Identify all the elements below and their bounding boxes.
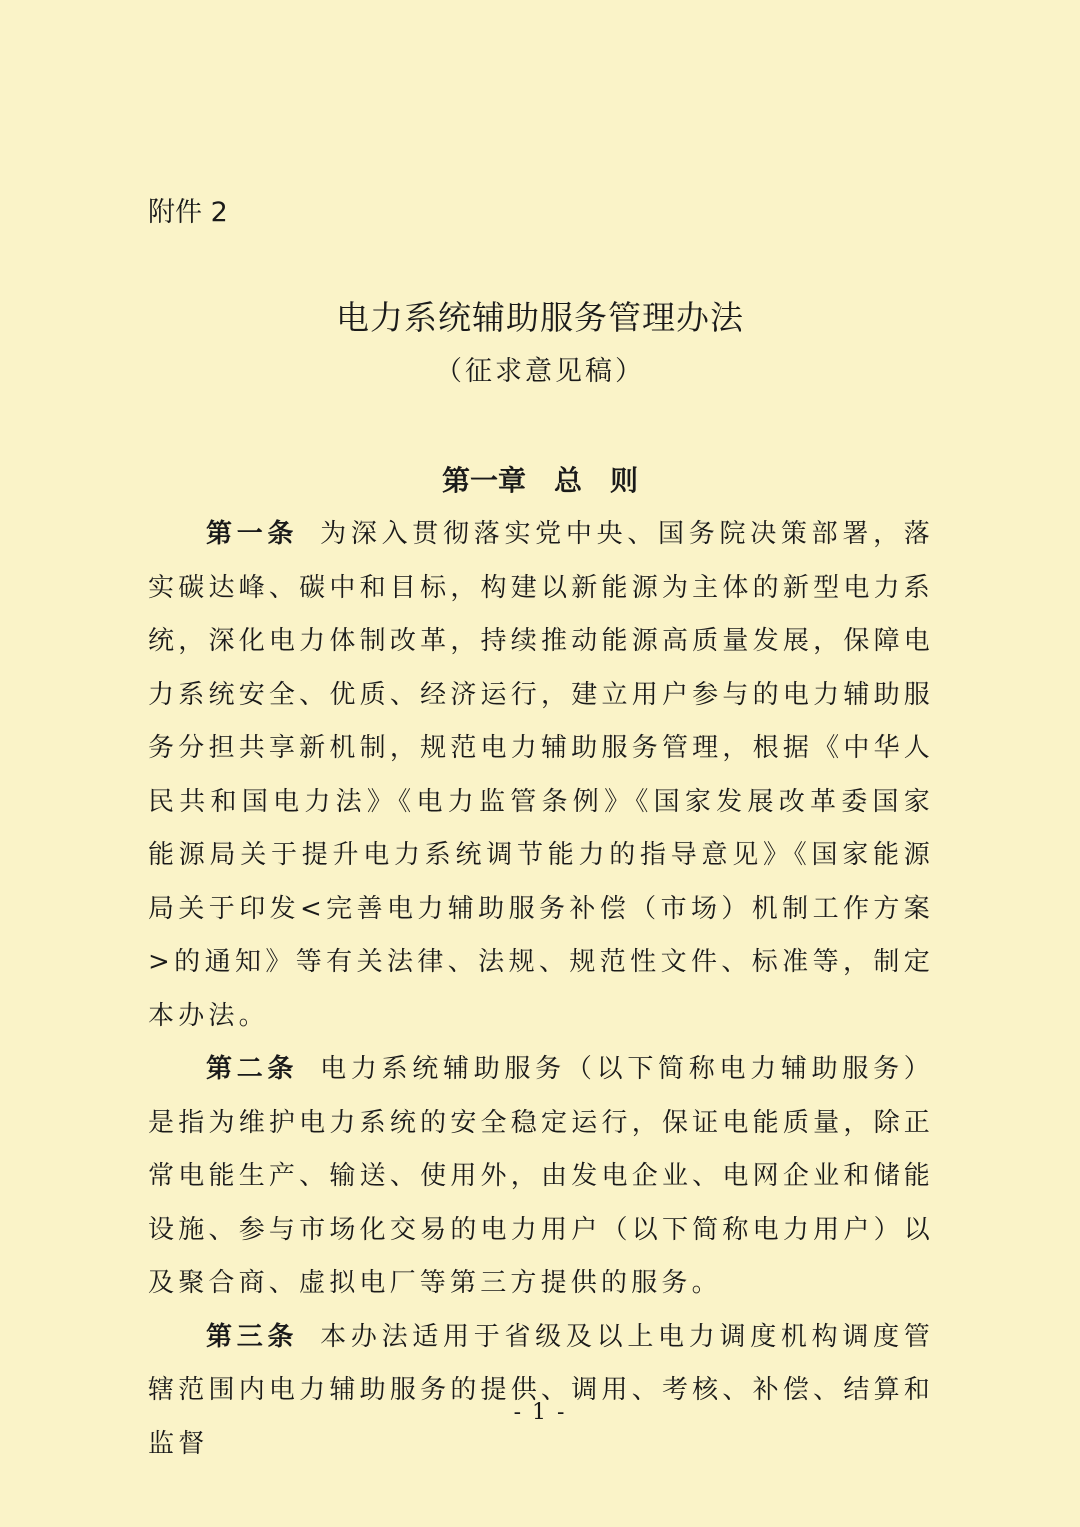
page-number: - 1 - bbox=[513, 1400, 567, 1425]
document-title: 电力系统辅助服务管理办法 bbox=[336, 298, 744, 337]
attachment-label: 附件 2 bbox=[148, 197, 228, 228]
article-2 bbox=[148, 1043, 934, 1311]
document-body bbox=[148, 508, 934, 1471]
article-label: 第三条 bbox=[206, 1321, 299, 1352]
article-text: 本办法适用于省级及以上电力调度机构调度管辖范围内电力辅助服务的提供、调用、考核、补偿、结算和监督 bbox=[148, 1321, 934, 1459]
document-subtitle: （征求意见稿） bbox=[435, 356, 645, 387]
article-label: 第一条 bbox=[206, 519, 299, 549]
article-1 bbox=[148, 508, 934, 1043]
article-text: 电力系统辅助服务（以下简称电力辅助服务）是指为维护电力系统的安全稳定运行，保证电能质量，除正常电能生产、输送、使用外，由发电企业、电网企业和储能设施、参与市场化交易的电力用户（以下简称电力用户）以及聚合商、虚拟电厂等第三方提供的服务。 bbox=[148, 1054, 934, 1298]
article-label: 第二条 bbox=[206, 1054, 299, 1084]
article-3 bbox=[148, 1311, 934, 1472]
chapter-heading: 第一章 总 则 bbox=[441, 464, 638, 497]
article-text: 为深入贯彻落实党中央、国务院决策部署，落实碳达峰、碳中和目标，构建以新能源为主体的新型电力系统，深化电力体制改革，持续推动能源高质量发展，保障电力系统安全、优质、经济运行，建立用户参与的电力辅助服务分担共享新机制，规范电力辅助服务管理，根据《中华人民共和国电力法》《电力监管条例》《国家发展改革委国家能源局关于提升电力系统调节能力的指导意见》《国家能源局关于印发<完善电力辅助服务补偿（市场）机制工作方案>的通知》等有关法律、法规、规范性文件、标准等，制定本办法。 bbox=[148, 519, 934, 1031]
